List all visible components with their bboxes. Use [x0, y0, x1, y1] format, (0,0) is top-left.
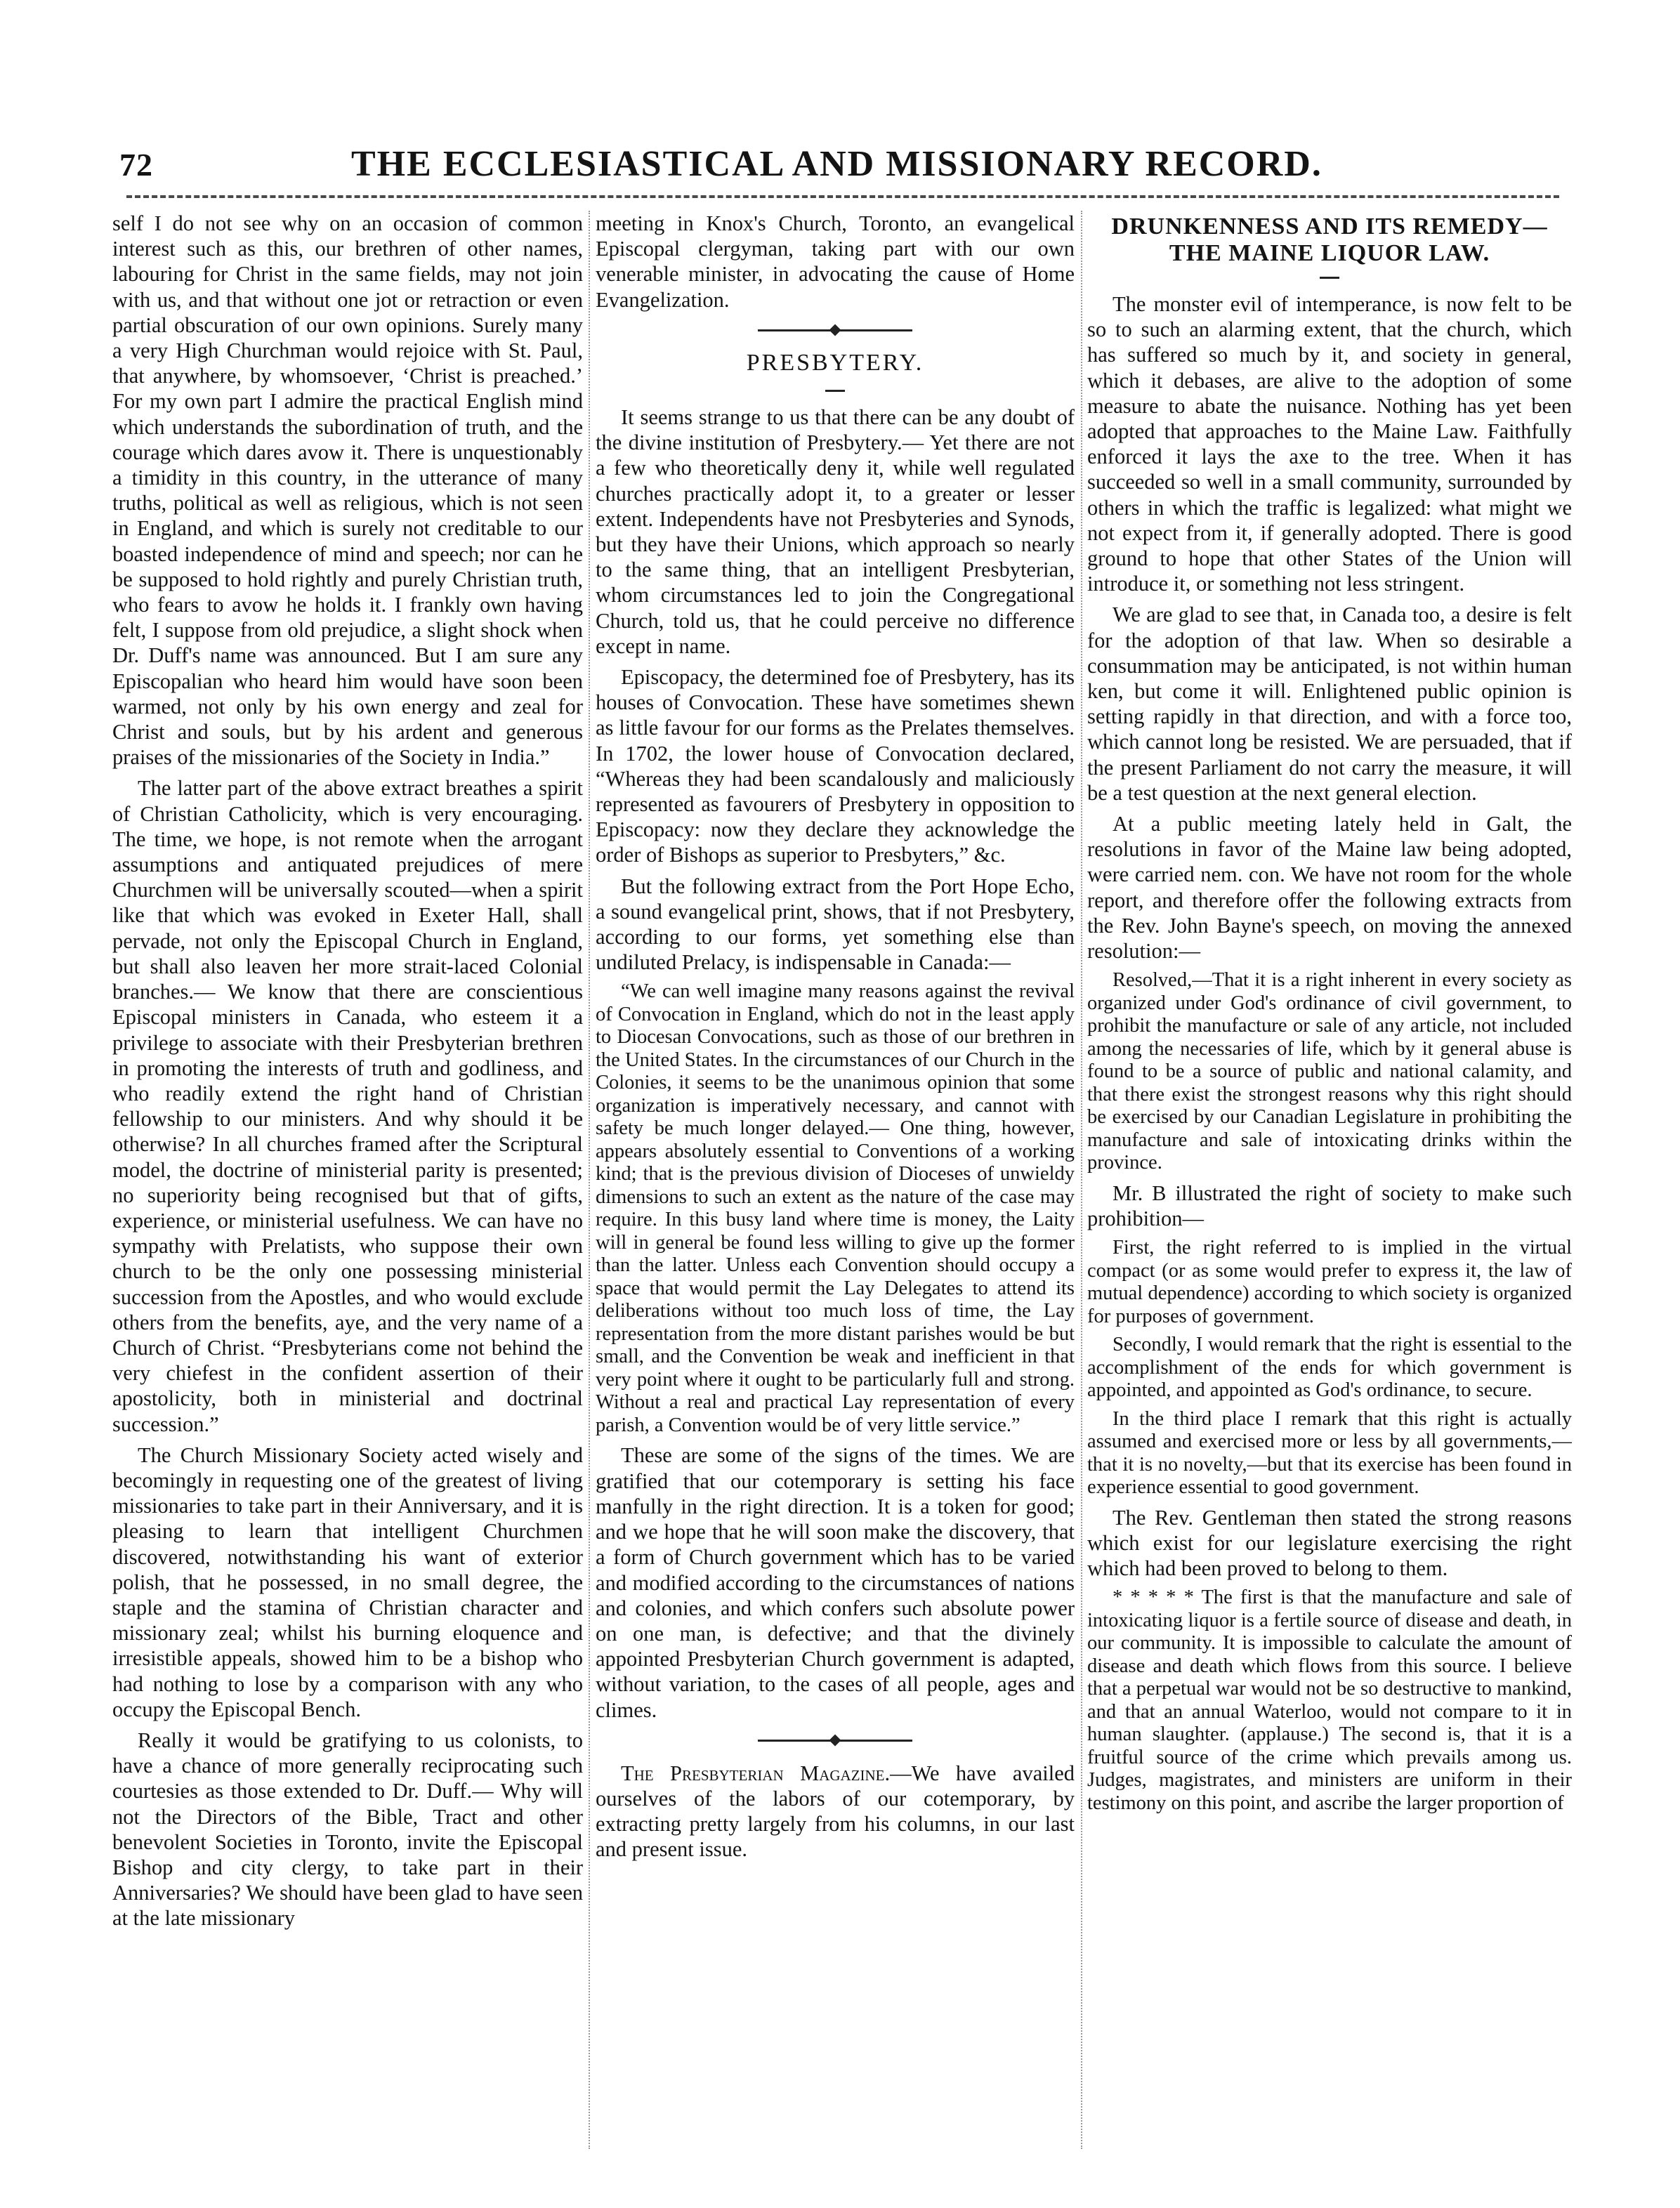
speech-extract: First, the right referred to is implied in the virtual compact (or as some would prefer to express it, the law of mutual dependence) according to which society is organized for purposes of government. [1087, 1237, 1572, 1327]
page-number: 72 [119, 147, 153, 183]
paragraph: Episcopacy, the determined foe of Presbytery, has its houses of Convocation. These have sometimes shewn as little favour for our forms as the Prelates themselves. In 1702, the lower house of Convocation declared, “Whereas they had been scandalously and maliciously represented as favourers of Presbytery in opposition to Episcopacy: now they declare they acknowledge the order of Bishops as superior to Presbyters,” &c. [596, 665, 1075, 867]
section-heading-drunkenness: DRUNKENNESS AND ITS REMEDY— THE MAINE LIQUOR LAW. [1111, 213, 1548, 266]
paragraph: It seems strange to us that there can be any doubt of the divine institution of Presbytery.— Yet there are not a few who theoretically deny it, while well regulated churches practically adopt it, to a greater or lesser extent. Independents have not Presbyteries and Synods, but they have their Unions, which approach so nearly to the same thing, that an intelligent Presbyterian, whom circumstances led to join the Congregational Church, told us, that he could perceive no difference except in name. [596, 405, 1075, 658]
quoted-extract: “We can well imagine many reasons against the revival of Convocation in England, which do not in the least apply to Diocesan Convocations, such as those of our brethren in the United States. In the circumstances of our Church in the Colonies, it seems to be the unanimous opinion that some organization is imperatively necessary, and cannot with safety be much longer delayed.— One thing, however, appears absolutely essential to Conventions of a working kind; that is the previous division of Dioceses of unwieldy dimensions to such an extent as the nature of the case may require. In this busy land where time is money, the Laity will in general be found less willing to give up the former than the latter. Unless each Convention should occupy a space that would permit the Lay Delegates to attend its deliberations without too much loss of time, the Lay representation from the more distant parishes would be but small, and the Convention be weak and inefficient in that very point where it ought to be particularly full and strong. Without a real and practical Lay representation of every parish, a Convention would be of very little service.” [596, 980, 1075, 1436]
ornamental-divider [758, 1735, 912, 1745]
column-left [112, 211, 583, 2149]
column-middle [596, 211, 1075, 2149]
paragraph: The Church Missionary Society acted wisely and becomingly in requesting one of the greatest of living missionaries to take part in their Anniversary, and it is pleasing to learn that intelligent Churchmen discovered, notwithstanding his want of exterior polish, that he possessed, in no small degree, the staple and the stamina of Christian character and missionary zeal; whilst his burning eloquence and irresistible appeals, showed him to be a bishop who had nothing to lose by a comparison with any who occupy the Episcopal Bench. [112, 1443, 583, 1721]
speech-extract: * * * * * The first is that the manufacture and sale of intoxicating liquor is a fertile source of disease and death, in our community. It is impossible to calculate the amount of disease and death which flows from this source. I believe that a perpetual war would not be so destructive to mankind, and that an annual Waterloo, would not compare to it in human slaughter. (applause.) The second is, that it is a fruitful source of the crime which prevails among us. Judges, magistrates, and ministers are uniform in their testimony on this point, and ascribe the larger proportion of [1087, 1586, 1572, 1814]
speech-extract: In the third place I remark that this right is actually assumed and exercised more or less by all governments,—that it is no novelty,—but that its exercise has been found in experience essential to good government. [1087, 1407, 1572, 1499]
speech-extract: Secondly, I would remark that the right is essential to the accomplishment of the ends for which government is appointed, and appointed as God's ordinance, to secure. [1087, 1334, 1572, 1402]
header-rule [126, 195, 1559, 198]
resolution-text: Resolved,—That it is a right inherent in every society as organized under God's ordinance of civil government, to prohibit the manufacture or sale of any article, not included among the necessaries of life, which by it general abuse is found to be a source of public and national calamity, and that there exist the strongest reasons why this right should be exercised by our Canadian Legislature in prohibiting the manufacture and sale of intoxicating drinks within the province. [1087, 969, 1572, 1174]
paragraph: But the following extract from the Port Hope Echo, a sound evangelical print, shows, that if not Presbytery, according to our forms, yet something else than undiluted Prelacy, is indispensable in Canada:— [596, 874, 1075, 975]
section-heading-presbytery: PRESBYTERY. [746, 349, 924, 376]
journal-title: THE ECCLESIASTICAL AND MISSIONARY RECORD. [351, 144, 1323, 184]
paragraph: The monster evil of intemperance, is now felt to be so to such an alarming extent, that the church, which has suffered so much by it, and society in general, which it debases, are alive to the adoption of some measure to abate the nuisance. Nothing has yet been adopted that approaches to the Maine Law. Faithfully enforced it lays the axe to the tree. When it has succeeded so well in a small community, surrounded by others in which the traffic is legalized: what might we not expect from it, if generally adopted. There is good ground to hope that other States of the Union will introduce it, or something not less stringent. [1087, 292, 1572, 596]
paragraph: self I do not see why on an occasion of common interest such as this, our brethren of other names, labouring for Christ in the same fields, may not join with us, and that without one jot or retraction or even partial obscuration of our own opinions. Surely many a very High Churchman would rejoice with St. Paul, that anywhere, by whomsoever, ‘Christ is preached.’ For my own part I admire the practical English mind which understands the subordination of truth, and the courage which dares avow it. There is unquestionably a timidity in this country, in the utterance of many truths, political as well as religious, which is not seen in England, and which is surely not creditable to our boasted independence of mind and speech; nor can he be supposed to hold rightly and purely Christian truth, who fears to avow he holds it. I frankly own having felt, I suppose from old prejudice, a slight shock when Dr. Duff's name was announced. But I am sure any Episcopalian who heard him would have soon been warmed, not only by his own energy and zeal for Christ and souls, but by his ardent and generous praises of the missionaries of the Society in India.” [112, 211, 583, 770]
paragraph: Mr. B illustrated the right of society to make such prohibition— [1087, 1181, 1572, 1230]
short-rule [825, 390, 845, 392]
magazine-name: The Presbyterian Magazine. [621, 1761, 891, 1785]
paragraph: The Rev. Gentleman then stated the strong reasons which exist for our legislature exercising the right which had been proved to belong to them. [1087, 1505, 1572, 1581]
paragraph: These are some of the signs of the times. We are gratified that our cotemporary is setting his face manfully in the right direction. It is a token for good; and we hope that he will soon make the discovery, that a form of Church government which has to be varied and modified according to the circumstances of nations and colonies, and which confers such absolute power on one man, is defective; and that the divinely appointed Presbyterian Church government is adapted, without variation, to the cases of all people, ages and climes. [596, 1443, 1075, 1722]
paragraph: At a public meeting lately held in Galt, the resolutions in favor of the Maine law being adopted, were carried nem. con. We have not room for the whole report, and therefore offer the following extracts from the Rev. John Bayne's speech, on moving the annexed resolution:— [1087, 812, 1572, 964]
page-header [119, 140, 1566, 190]
paragraph: The latter part of the above extract breathes a spirit of Christian Catholicity, which is very encouraging. The time, we hope, is not remote when the arrogant assumptions and antiquated prejudices of mere Churchmen will be universally scouted—when a spirit like that which was evoked in Exeter Hall, shall pervade, not only the Episcopal Church in England, but shall also leaven her more strait-laced Colonial branches.— We know that there are conscientious Episcopal ministers in Canada, who esteem it a privilege to associate with their Presbyterian brethren in promoting the interests of truth and godliness, and who readily extend the right hand of Christian fellowship to our ministers. And why should it be otherwise? In all churches framed after the Scriptural model, the doctrine of ministerial parity is presented; no superiority being recognised but that of gifts, experience, or ministerial usefulness. We can have no sympathy with Prelatists, who suppose their own church to be the only one possessing ministerial succession from the Apostles, and who would exclude others from the benefits, aye, and the very name of a Church of Christ. “Presbyterians come not behind the very chiefest in the confident assertion of their apostolicity, both in ministerial and doctrinal succession.” [112, 776, 583, 1436]
paragraph: Really it would be gratifying to us colonists, to have a chance of more generally reciprocating such courtesies as those extended to Dr. Duff.— Why will not the Directors of the Bible, Tract and other benevolent Societies in Toronto, invite the Episcopal Bishop and city clergy, to take part in their Anniversaries? We should have been glad to have seen at the late missionary [112, 1728, 583, 1931]
column-right [1087, 211, 1572, 2149]
column-rule [589, 211, 590, 2149]
paragraph: meeting in Knox's Church, Toronto, an evangelical Episcopal clergyman, taking part with our own venerable minister, in advocating the cause of Home Evangelization. [596, 211, 1075, 312]
paragraph-text: —We have availed ourselves of the labors of our cotemporary, by extracting pretty largely from his columns, in our last and present issue. [596, 1761, 1075, 1862]
paragraph [596, 1761, 1075, 1862]
column-rule [1081, 211, 1082, 2149]
ornamental-divider [758, 325, 912, 335]
paragraph: We are glad to see that, in Canada too, a desire is felt for the adoption of that law. When so desirable a consummation may be anticipated, is not within human ken, but come it will. Enlightened public opinion is setting rapidly in that direction, and with a force too, which cannot long be resisted. We are persuaded, that if the present Parliament do not carry the measure, it will be a test question at the next general election. [1087, 603, 1572, 805]
short-rule [1320, 277, 1339, 279]
